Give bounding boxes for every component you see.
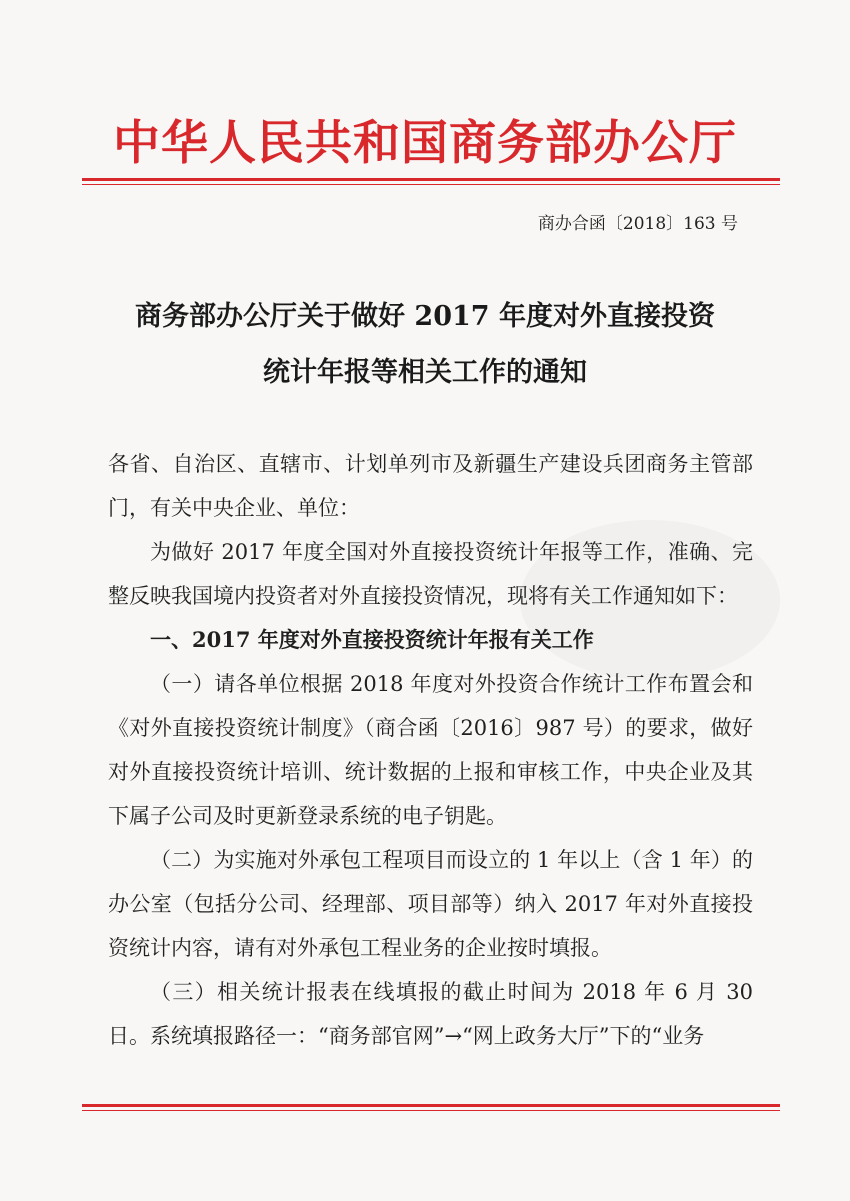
item2-paragraph: （二）为实施对外承包工程项目而设立的 1 年以上（含 1 年）的办公室（包括分公司、经理部、项目部等）纳入 2017 年对外直接投资统计内容，请有对外承包工程业务的企业按时填报。	[108, 848, 753, 960]
item3-paragraph: （三）相关统计报表在线填报的截止时间为 2018 年 6 月 30 日。系统填报路径一：“商务部官网”→“网上政务大厅”下的“业务	[108, 980, 753, 1048]
notice-title-line2: 统计年报等相关工作的通知	[263, 357, 587, 388]
section1-heading: 一、2017 年度对外直接投资统计年报有关工作	[150, 627, 594, 652]
item1-paragraph: （一）请各单位根据 2018 年度对外投资合作统计工作布置会和《对外直接投资统计制度》（商合函〔2016〕987 号）的要求，做好对外直接投资统计培训、统计数据的上报和审核工作，中央企业及其下属子公司及时更新登录系统的电子钥匙。	[108, 672, 753, 828]
document-number: 商办合函〔2018〕163 号	[537, 214, 738, 234]
issuing-authority-title: 中华人民共和国商务部办公厅	[113, 116, 737, 171]
footer-red-thin-rule	[82, 1110, 780, 1111]
intro-paragraph: 为做好 2017 年度全国对外直接投资统计年报等工作，准确、完整反映我国境内投资者对外直接投资情况，现将有关工作通知如下：	[108, 540, 753, 608]
footer-red-rule	[82, 1104, 780, 1107]
header-red-rule	[82, 178, 780, 181]
header-red-thin-rule	[82, 184, 780, 185]
addressee-paragraph: 各省、自治区、直辖市、计划单列市及新疆生产建设兵团商务主管部门，有关中央企业、单位：	[108, 452, 753, 520]
notice-title-line1: 商务部办公厅关于做好 2017 年度对外直接投资	[135, 301, 715, 332]
notice-body	[108, 442, 753, 1058]
